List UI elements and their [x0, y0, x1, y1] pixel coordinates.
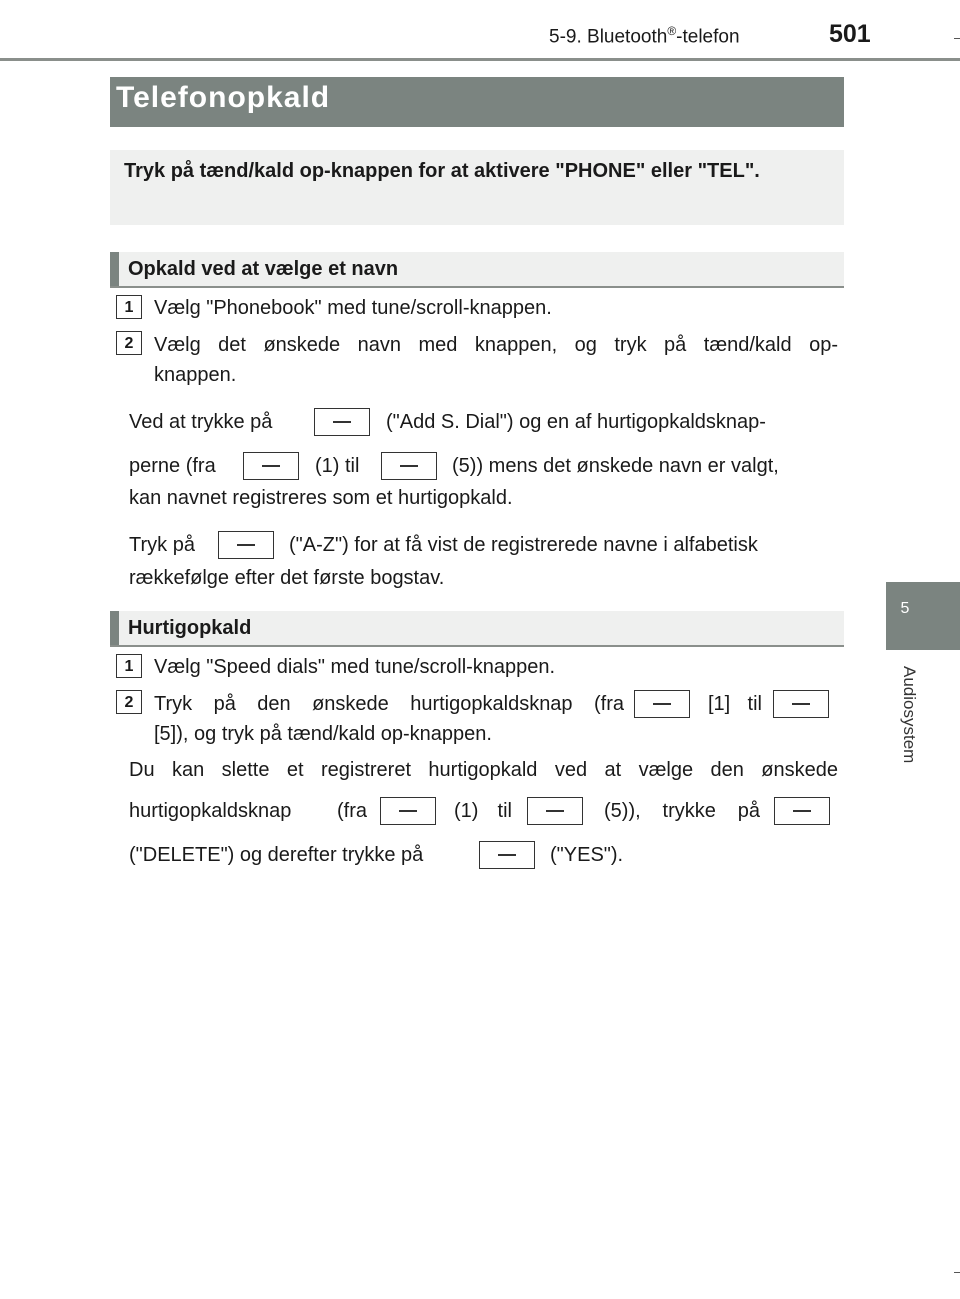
step-text: Vælg det ønskede navn med knappen, og tryk på tænd/kald op-: [154, 334, 838, 356]
preset-button-icon: [527, 797, 583, 825]
page-number: 501: [829, 20, 871, 48]
step-number: 2: [116, 690, 142, 714]
corner-tick: [954, 38, 960, 39]
corner-tick: [954, 1272, 960, 1273]
yes-button-icon: [479, 841, 535, 869]
delete-button-icon: [774, 797, 830, 825]
note-text: (1) til: [315, 455, 360, 477]
step-text: Vælg "Phonebook" med tune/scroll-knappen.: [154, 297, 552, 319]
note-text: ("Add S. Dial") og en af hurtigopkaldsknap-: [386, 411, 766, 433]
note-text: (5)), trykke på: [604, 800, 760, 822]
a-z-button-icon: [218, 531, 274, 559]
note-text: Du kan slette et registreret hurtigopkald ved at vælge den ønskede: [129, 759, 838, 781]
page-title: Telefonopkald: [116, 81, 331, 114]
intro-text: Tryk på tænd/kald op-knappen for at aktivere "PHONE" eller "TEL".: [124, 160, 760, 182]
section-heading-label: Hurtigopkald: [128, 617, 252, 639]
step-number: 2: [116, 331, 142, 355]
registered-mark: ®: [667, 24, 677, 38]
section-heading-bar: [110, 252, 119, 286]
step-number: 1: [116, 654, 142, 678]
preset-button-icon: [243, 452, 299, 480]
note-text: Ved at trykke på: [129, 411, 273, 433]
section-prefix: 5-9. Bluetooth: [549, 26, 668, 48]
preset-button-icon: [380, 797, 436, 825]
step-text: Vælg "Speed dials" med tune/scroll-knappen.: [154, 656, 556, 678]
note-text: ("DELETE") og derefter trykke på: [129, 844, 424, 866]
preset-button-icon: [773, 690, 829, 718]
note-text: (5)) mens det ønskede navn er valgt,: [452, 455, 779, 477]
step-text: [1] til: [708, 693, 762, 715]
note-text: ("YES").: [550, 844, 624, 866]
header-rule: [0, 58, 960, 61]
step-number: 1: [116, 295, 142, 319]
section-heading-bar: [110, 611, 119, 645]
section-heading-label: Opkald ved at vælge et navn: [128, 258, 399, 280]
note-text: kan navnet registreres som et hurtigopkald.: [129, 487, 513, 509]
section-suffix: -telefon: [676, 26, 740, 48]
section-title: [549, 24, 740, 48]
chapter-number: 5: [900, 600, 910, 617]
step-text: Tryk på den ønskede hurtigopkaldsknap (fra: [154, 693, 624, 715]
add-speed-dial-button-icon: [314, 408, 370, 436]
note-text: (1) til: [454, 800, 512, 822]
step-text-continued: knappen.: [154, 364, 237, 386]
preset-button-icon: [634, 690, 690, 718]
note-text: ("A-Z") for at få vist de registrerede navne i alfabetisk: [289, 534, 758, 556]
note-text: hurtigopkaldsknap (fra: [129, 800, 367, 822]
preset-button-icon: [381, 452, 437, 480]
note-text: perne (fra: [129, 455, 216, 477]
note-text: Tryk på: [129, 534, 195, 556]
note-text: rækkefølge efter det første bogstav.: [129, 567, 445, 589]
chapter-label: Audiosystem: [900, 666, 919, 764]
step-text-continued: [5]), og tryk på tænd/kald op-knappen.: [154, 723, 492, 745]
section-heading-speed-dial: [110, 611, 844, 647]
section-heading-name: [110, 252, 844, 288]
